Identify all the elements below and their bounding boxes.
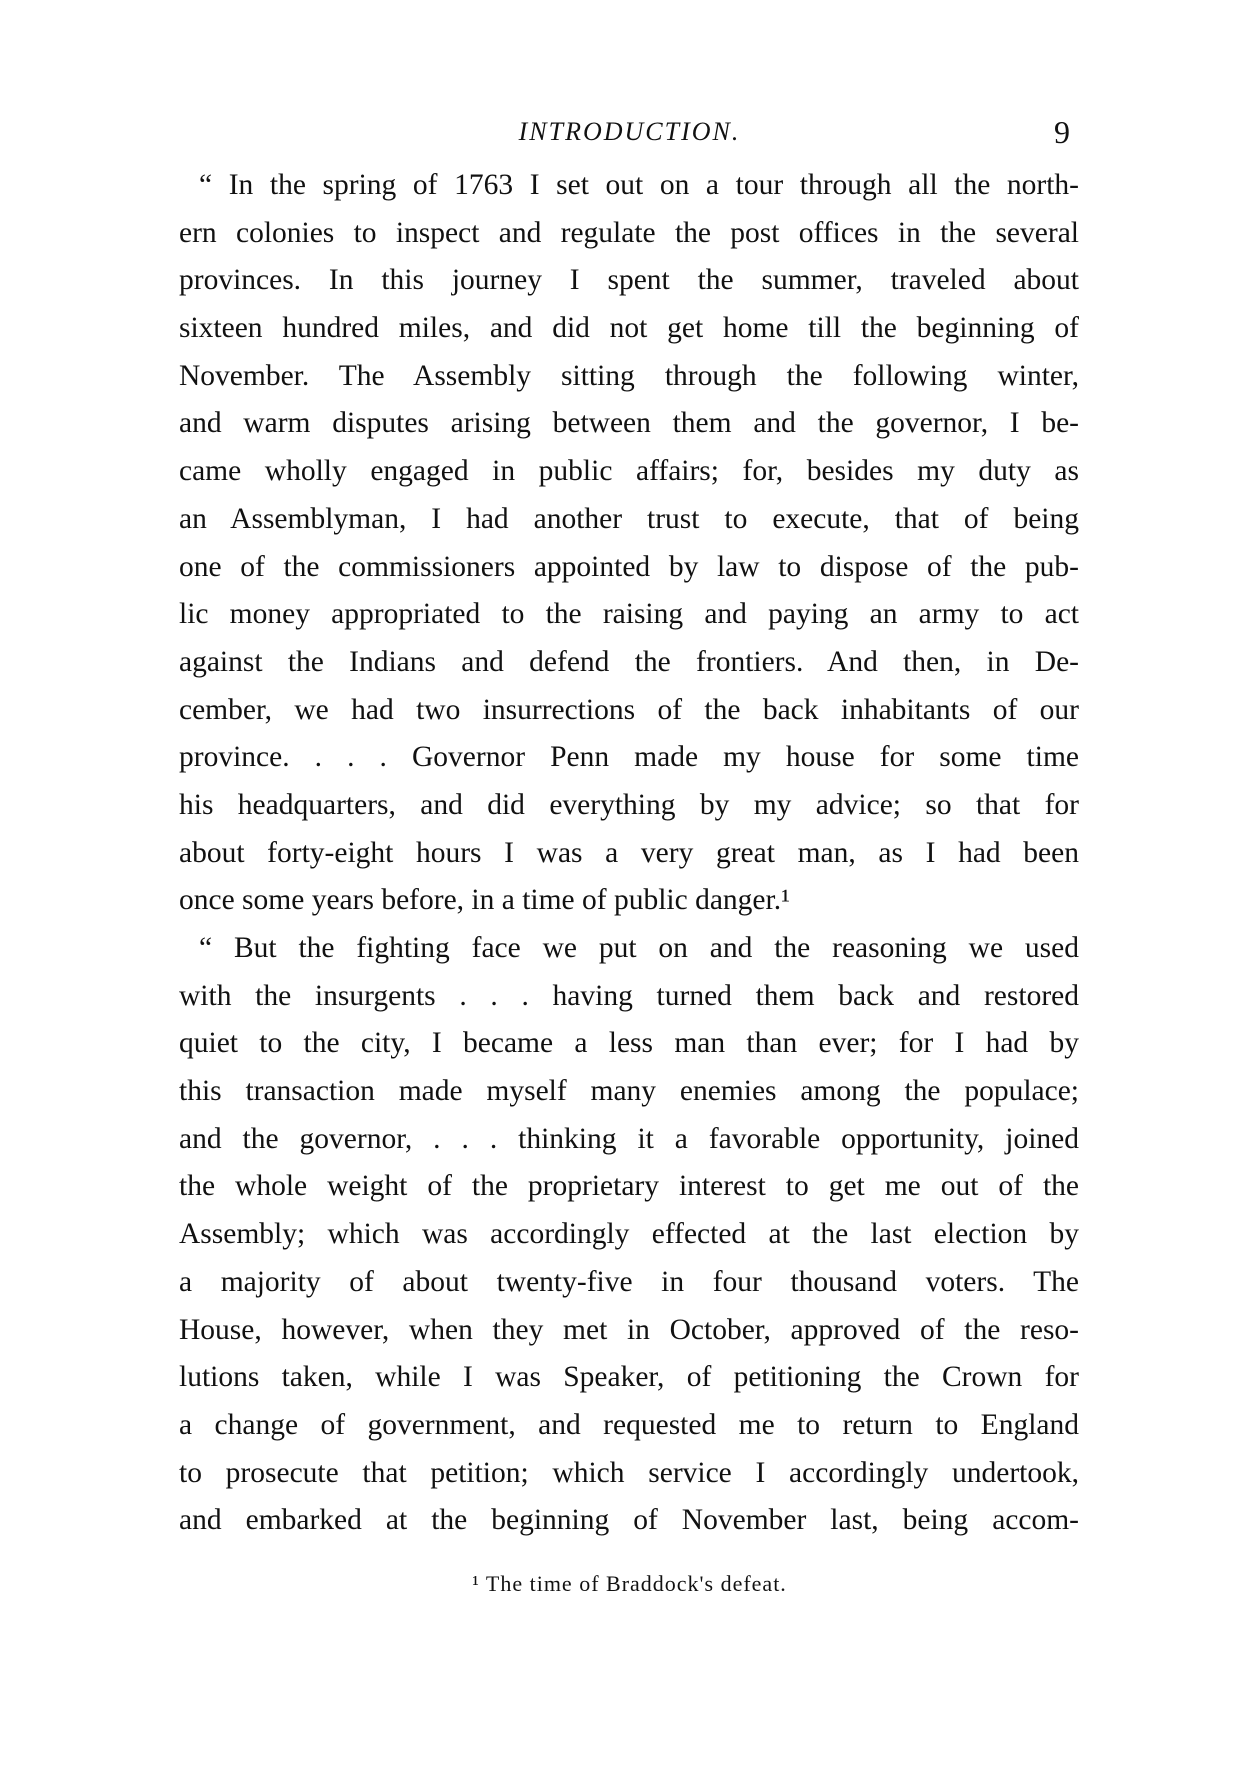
text-line: quiet to the city, I became a less man than ever; for I had by (179, 1027, 1079, 1060)
text-line: an Assemblyman, I had another trust to execute, that of being (179, 502, 1079, 535)
text-line: province. . . . Governor Penn made my house for some time (179, 741, 1079, 774)
body-text (179, 162, 1079, 1545)
text-line: once some years before, in a time of public danger.¹ (179, 884, 790, 917)
page-number: 9 (1054, 114, 1070, 150)
text-line: against the Indians and defend the frontiers. And then, in De- (179, 645, 1079, 678)
text-line: lic money appropriated to the raising and paying an army to act (179, 598, 1079, 631)
text-line: came wholly engaged in public affairs; for, besides my duty as (179, 455, 1079, 488)
text-line: one of the commissioners appointed by law to dispose of the pub- (179, 550, 1079, 583)
text-line: and embarked at the beginning of November last, being accom- (179, 1504, 1079, 1537)
text-line: ern colonies to inspect and regulate the post offices in the several (179, 216, 1079, 249)
text-line: his headquarters, and did everything by my advice; so that for (179, 788, 1079, 821)
text-line: the whole weight of the proprietary interest to get me out of the (179, 1170, 1079, 1203)
text-line: lutions taken, while I was Speaker, of petitioning the Crown for (179, 1361, 1079, 1394)
text-line: sixteen hundred miles, and did not get home till the beginning of (179, 312, 1079, 345)
text-line: with the insurgents . . . having turned them back and restored (179, 979, 1079, 1012)
text-line: a change of government, and requested me to return to England (179, 1408, 1079, 1441)
text-line: this transaction made myself many enemies among the populace; (179, 1075, 1079, 1108)
text-line: about forty-eight hours I was a very great man, as I had been (179, 836, 1079, 869)
text-line: cember, we had two insurrections of the back inhabitants of our (179, 693, 1079, 726)
running-head (0, 112, 1259, 152)
text-line: “ In the spring of 1763 I set out on a tour through all the north- (199, 169, 1079, 201)
text-line: to prosecute that petition; which service I accordingly undertook, (179, 1456, 1079, 1489)
text-line: House, however, when they met in October, approved of the reso- (179, 1313, 1079, 1346)
text-line: and the governor, . . . thinking it a favorable opportunity, joined (179, 1122, 1079, 1155)
running-title: INTRODUCTION. (518, 117, 741, 146)
text-line: a majority of about twenty-five in four thousand voters. The (179, 1265, 1079, 1298)
text-line: provinces. In this journey I spent the summer, traveled about (179, 264, 1079, 297)
text-line: “ But the fighting face we put on and the reasoning we used (199, 932, 1079, 964)
footnote: ¹ The time of Braddock's defeat. (472, 1571, 787, 1596)
text-line: November. The Assembly sitting through the following winter, (179, 359, 1079, 392)
text-line: Assembly; which was accordingly effected at the last election by (179, 1218, 1079, 1251)
text-line: and warm disputes arising between them and the governor, I be- (179, 407, 1079, 440)
